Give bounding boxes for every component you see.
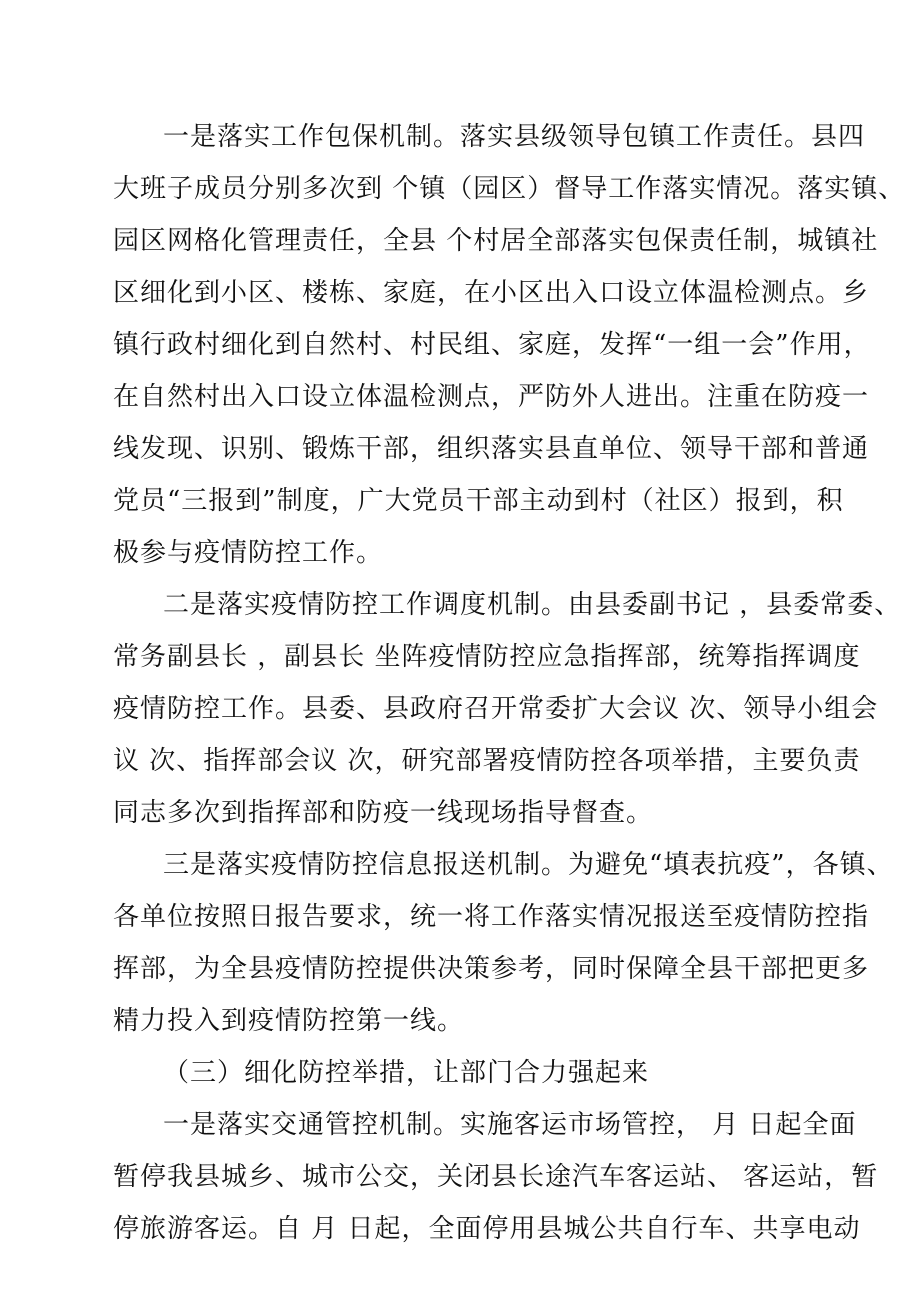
- paragraph-3-line-4: 精力投入到疫情防控第一线。: [113, 1006, 465, 1036]
- paragraph-2-line-4: 议 次、指挥部会议 次，研究部署疫情防控各项举措，主要负责: [113, 746, 861, 776]
- paragraph-1-line-7: 线发现、识别、锻炼干部，组织落实县直单位、领导干部和普通: [113, 434, 870, 464]
- paragraph-1-line-2: 大班子成员分别多次到 个镇（园区）督导工作落实情况。落实镇、: [113, 174, 906, 204]
- paragraph-1-line-8: 党员“三报到”制度，广大党员干部主动到村（社区）报到，积: [113, 486, 844, 516]
- paragraph-4-line-3: 停旅游客运。自 月 日起，全面停用县城公共自行车、共享电动: [113, 1214, 861, 1244]
- paragraph-4-line-1: 一是落实交通管控机制。实施客运市场管控， 月 日起全面: [163, 1110, 857, 1140]
- paragraph-2-line-5: 同志多次到指挥部和防疫一线现场指导督查。: [113, 798, 654, 828]
- paragraph-3-line-1: 三是落实疫情防控信息报送机制。为避免“填表抗疫”，各镇、: [163, 850, 894, 880]
- paragraph-1-line-3: 园区网格化管理责任，全县 个村居全部落实包保责任制，城镇社: [113, 226, 879, 256]
- paragraph-2-line-3: 疫情防控工作。县委、县政府召开常委扩大会议 次、领导小组会: [113, 694, 879, 724]
- paragraph-3-line-3: 挥部，为全县疫情防控提供决策参考，同时保障全县干部把更多: [113, 954, 870, 984]
- paragraph-2-line-2: 常务副县长 ，副县长 坐阵疫情防控应急指挥部，统筹指挥调度: [113, 642, 861, 672]
- paragraph-1-line-9: 极参与疫情防控工作。: [113, 538, 384, 568]
- paragraph-1-line-5: 镇行政村细化到自然村、村民组、家庭，发挥“一组一会”作用，: [113, 330, 871, 360]
- section-heading: （三）细化防控举措，让部门合力强起来: [163, 1058, 650, 1088]
- paragraph-1-line-6: 在自然村出入口设立体温检测点，严防外人进出。注重在防疫一: [113, 382, 870, 412]
- paragraph-1-line-1: 一是落实工作包保机制。落实县级领导包镇工作责任。县四: [163, 122, 866, 152]
- paragraph-4-line-2: 暂停我县城乡、城市公交，关闭县长途汽车客运站、 客运站，暂: [113, 1162, 879, 1192]
- paragraph-2-line-1: 二是落实疫情防控工作调度机制。由县委副书记 ，县委常委、: [163, 590, 902, 620]
- paragraph-3-line-2: 各单位按照日报告要求，统一将工作落实情况报送至疫情防控指: [113, 902, 870, 932]
- paragraph-1-line-4: 区细化到小区、楼栋、家庭，在小区出入口设立体温检测点。乡: [113, 278, 870, 308]
